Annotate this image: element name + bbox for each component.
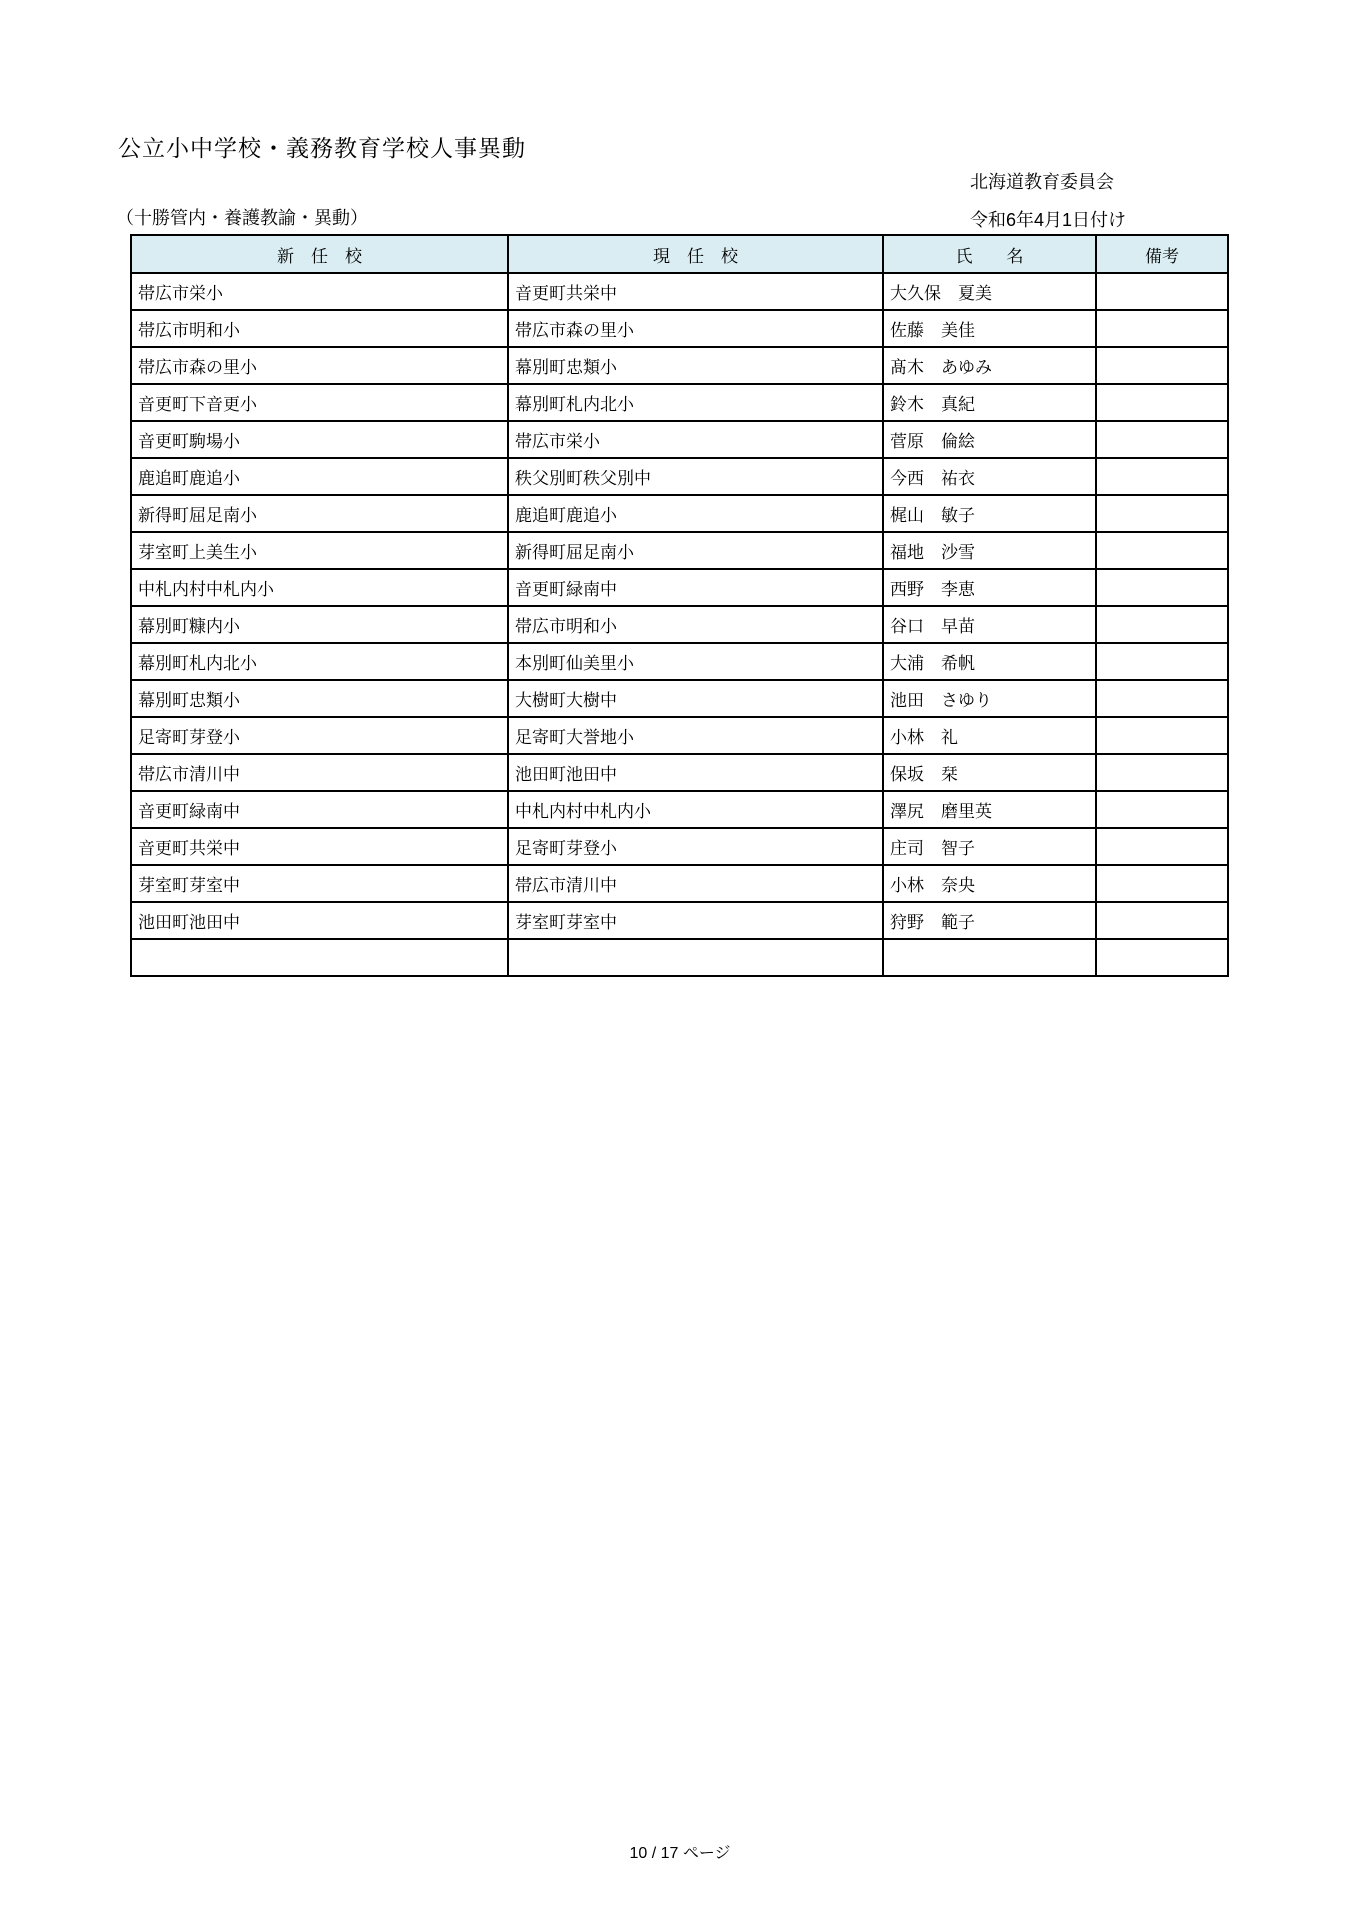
cell-name	[883, 939, 1096, 976]
cell-new-school: 音更町共栄中	[131, 828, 508, 865]
cell-name: 澤尻 磨里英	[883, 791, 1096, 828]
cell-current-school: 足寄町芽登小	[508, 828, 883, 865]
column-header-current-school: 現 任 校	[508, 235, 883, 273]
cell-new-school: 芽室町芽室中	[131, 865, 508, 902]
cell-new-school: 帯広市栄小	[131, 273, 508, 310]
cell-current-school: 本別町仙美里小	[508, 643, 883, 680]
organization-name: 北海道教育委員会	[970, 172, 1114, 192]
cell-remarks	[1096, 347, 1228, 384]
cell-remarks	[1096, 310, 1228, 347]
cell-name: 菅原 倫絵	[883, 421, 1096, 458]
cell-name: 大久保 夏美	[883, 273, 1096, 310]
cell-new-school: 帯広市森の里小	[131, 347, 508, 384]
table-row	[131, 791, 1228, 828]
cell-remarks	[1096, 532, 1228, 569]
cell-current-school: 芽室町芽室中	[508, 902, 883, 939]
cell-remarks	[1096, 569, 1228, 606]
table-row	[131, 606, 1228, 643]
cell-remarks	[1096, 828, 1228, 865]
cell-current-school: 秩父別町秩父別中	[508, 458, 883, 495]
cell-new-school: 新得町屈足南小	[131, 495, 508, 532]
cell-new-school: 幕別町忠類小	[131, 680, 508, 717]
column-header-remarks: 備考	[1096, 235, 1228, 273]
cell-new-school: 足寄町芽登小	[131, 717, 508, 754]
cell-current-school: 池田町池田中	[508, 754, 883, 791]
cell-new-school	[131, 939, 508, 976]
table-row	[131, 310, 1228, 347]
cell-name: 今西 祐衣	[883, 458, 1096, 495]
column-header-new-school: 新 任 校	[131, 235, 508, 273]
page-title: 公立小中学校・義務教育学校人事異動	[118, 135, 526, 161]
cell-remarks	[1096, 754, 1228, 791]
table-row	[131, 828, 1228, 865]
table-row	[131, 643, 1228, 680]
table-row	[131, 347, 1228, 384]
cell-new-school: 鹿追町鹿追小	[131, 458, 508, 495]
cell-name: 西野 李恵	[883, 569, 1096, 606]
cell-current-school	[508, 939, 883, 976]
table-row	[131, 865, 1228, 902]
cell-new-school: 池田町池田中	[131, 902, 508, 939]
cell-name: 谷口 早苗	[883, 606, 1096, 643]
cell-remarks	[1096, 384, 1228, 421]
cell-new-school: 幕別町札内北小	[131, 643, 508, 680]
table-header	[131, 235, 1228, 273]
cell-current-school: 幕別町忠類小	[508, 347, 883, 384]
cell-remarks	[1096, 643, 1228, 680]
table-row	[131, 273, 1228, 310]
cell-name: 髙木 あゆみ	[883, 347, 1096, 384]
table-row	[131, 939, 1228, 976]
cell-remarks	[1096, 939, 1228, 976]
table-row	[131, 495, 1228, 532]
cell-remarks	[1096, 606, 1228, 643]
cell-current-school: 幕別町札内北小	[508, 384, 883, 421]
cell-current-school: 鹿追町鹿追小	[508, 495, 883, 532]
cell-name: 梶山 敏子	[883, 495, 1096, 532]
cell-name: 庄司 智子	[883, 828, 1096, 865]
cell-new-school: 芽室町上美生小	[131, 532, 508, 569]
table-row	[131, 384, 1228, 421]
cell-current-school: 新得町屈足南小	[508, 532, 883, 569]
report-scope-subtitle: （十勝管内・養護教諭・異動）	[116, 208, 368, 228]
cell-new-school: 帯広市明和小	[131, 310, 508, 347]
cell-remarks	[1096, 458, 1228, 495]
cell-new-school: 幕別町糠内小	[131, 606, 508, 643]
cell-new-school: 音更町駒場小	[131, 421, 508, 458]
table-row	[131, 569, 1228, 606]
table-row	[131, 902, 1228, 939]
page-number-footer: 10 / 17 ページ	[629, 1845, 731, 1862]
header-row	[131, 235, 1228, 273]
cell-new-school: 音更町緑南中	[131, 791, 508, 828]
cell-name: 小林 奈央	[883, 865, 1096, 902]
cell-current-school: 大樹町大樹中	[508, 680, 883, 717]
cell-remarks	[1096, 680, 1228, 717]
cell-current-school: 帯広市栄小	[508, 421, 883, 458]
cell-remarks	[1096, 902, 1228, 939]
cell-name: 大浦 希帆	[883, 643, 1096, 680]
cell-remarks	[1096, 865, 1228, 902]
table-body	[131, 273, 1228, 976]
cell-current-school: 帯広市明和小	[508, 606, 883, 643]
cell-name: 狩野 範子	[883, 902, 1096, 939]
cell-name: 佐藤 美佳	[883, 310, 1096, 347]
cell-current-school: 音更町緑南中	[508, 569, 883, 606]
cell-remarks	[1096, 273, 1228, 310]
cell-new-school: 中札内村中札内小	[131, 569, 508, 606]
cell-new-school: 帯広市清川中	[131, 754, 508, 791]
cell-current-school: 帯広市清川中	[508, 865, 883, 902]
cell-remarks	[1096, 717, 1228, 754]
personnel-transfer-table	[130, 234, 1229, 977]
cell-new-school: 音更町下音更小	[131, 384, 508, 421]
table-row	[131, 754, 1228, 791]
cell-current-school: 足寄町大誉地小	[508, 717, 883, 754]
cell-name: 鈴木 真紀	[883, 384, 1096, 421]
cell-name: 保坂 栞	[883, 754, 1096, 791]
cell-current-school: 帯広市森の里小	[508, 310, 883, 347]
cell-current-school: 音更町共栄中	[508, 273, 883, 310]
table-row	[131, 532, 1228, 569]
cell-remarks	[1096, 791, 1228, 828]
cell-remarks	[1096, 421, 1228, 458]
cell-name: 池田 さゆり	[883, 680, 1096, 717]
cell-name: 福地 沙雪	[883, 532, 1096, 569]
table-row	[131, 458, 1228, 495]
table-row	[131, 717, 1228, 754]
effective-date: 令和6年4月1日付け	[970, 210, 1127, 230]
cell-current-school: 中札内村中札内小	[508, 791, 883, 828]
cell-remarks	[1096, 495, 1228, 532]
cell-name: 小林 礼	[883, 717, 1096, 754]
table-row	[131, 680, 1228, 717]
column-header-name: 氏 名	[883, 235, 1096, 273]
table-row	[131, 421, 1228, 458]
